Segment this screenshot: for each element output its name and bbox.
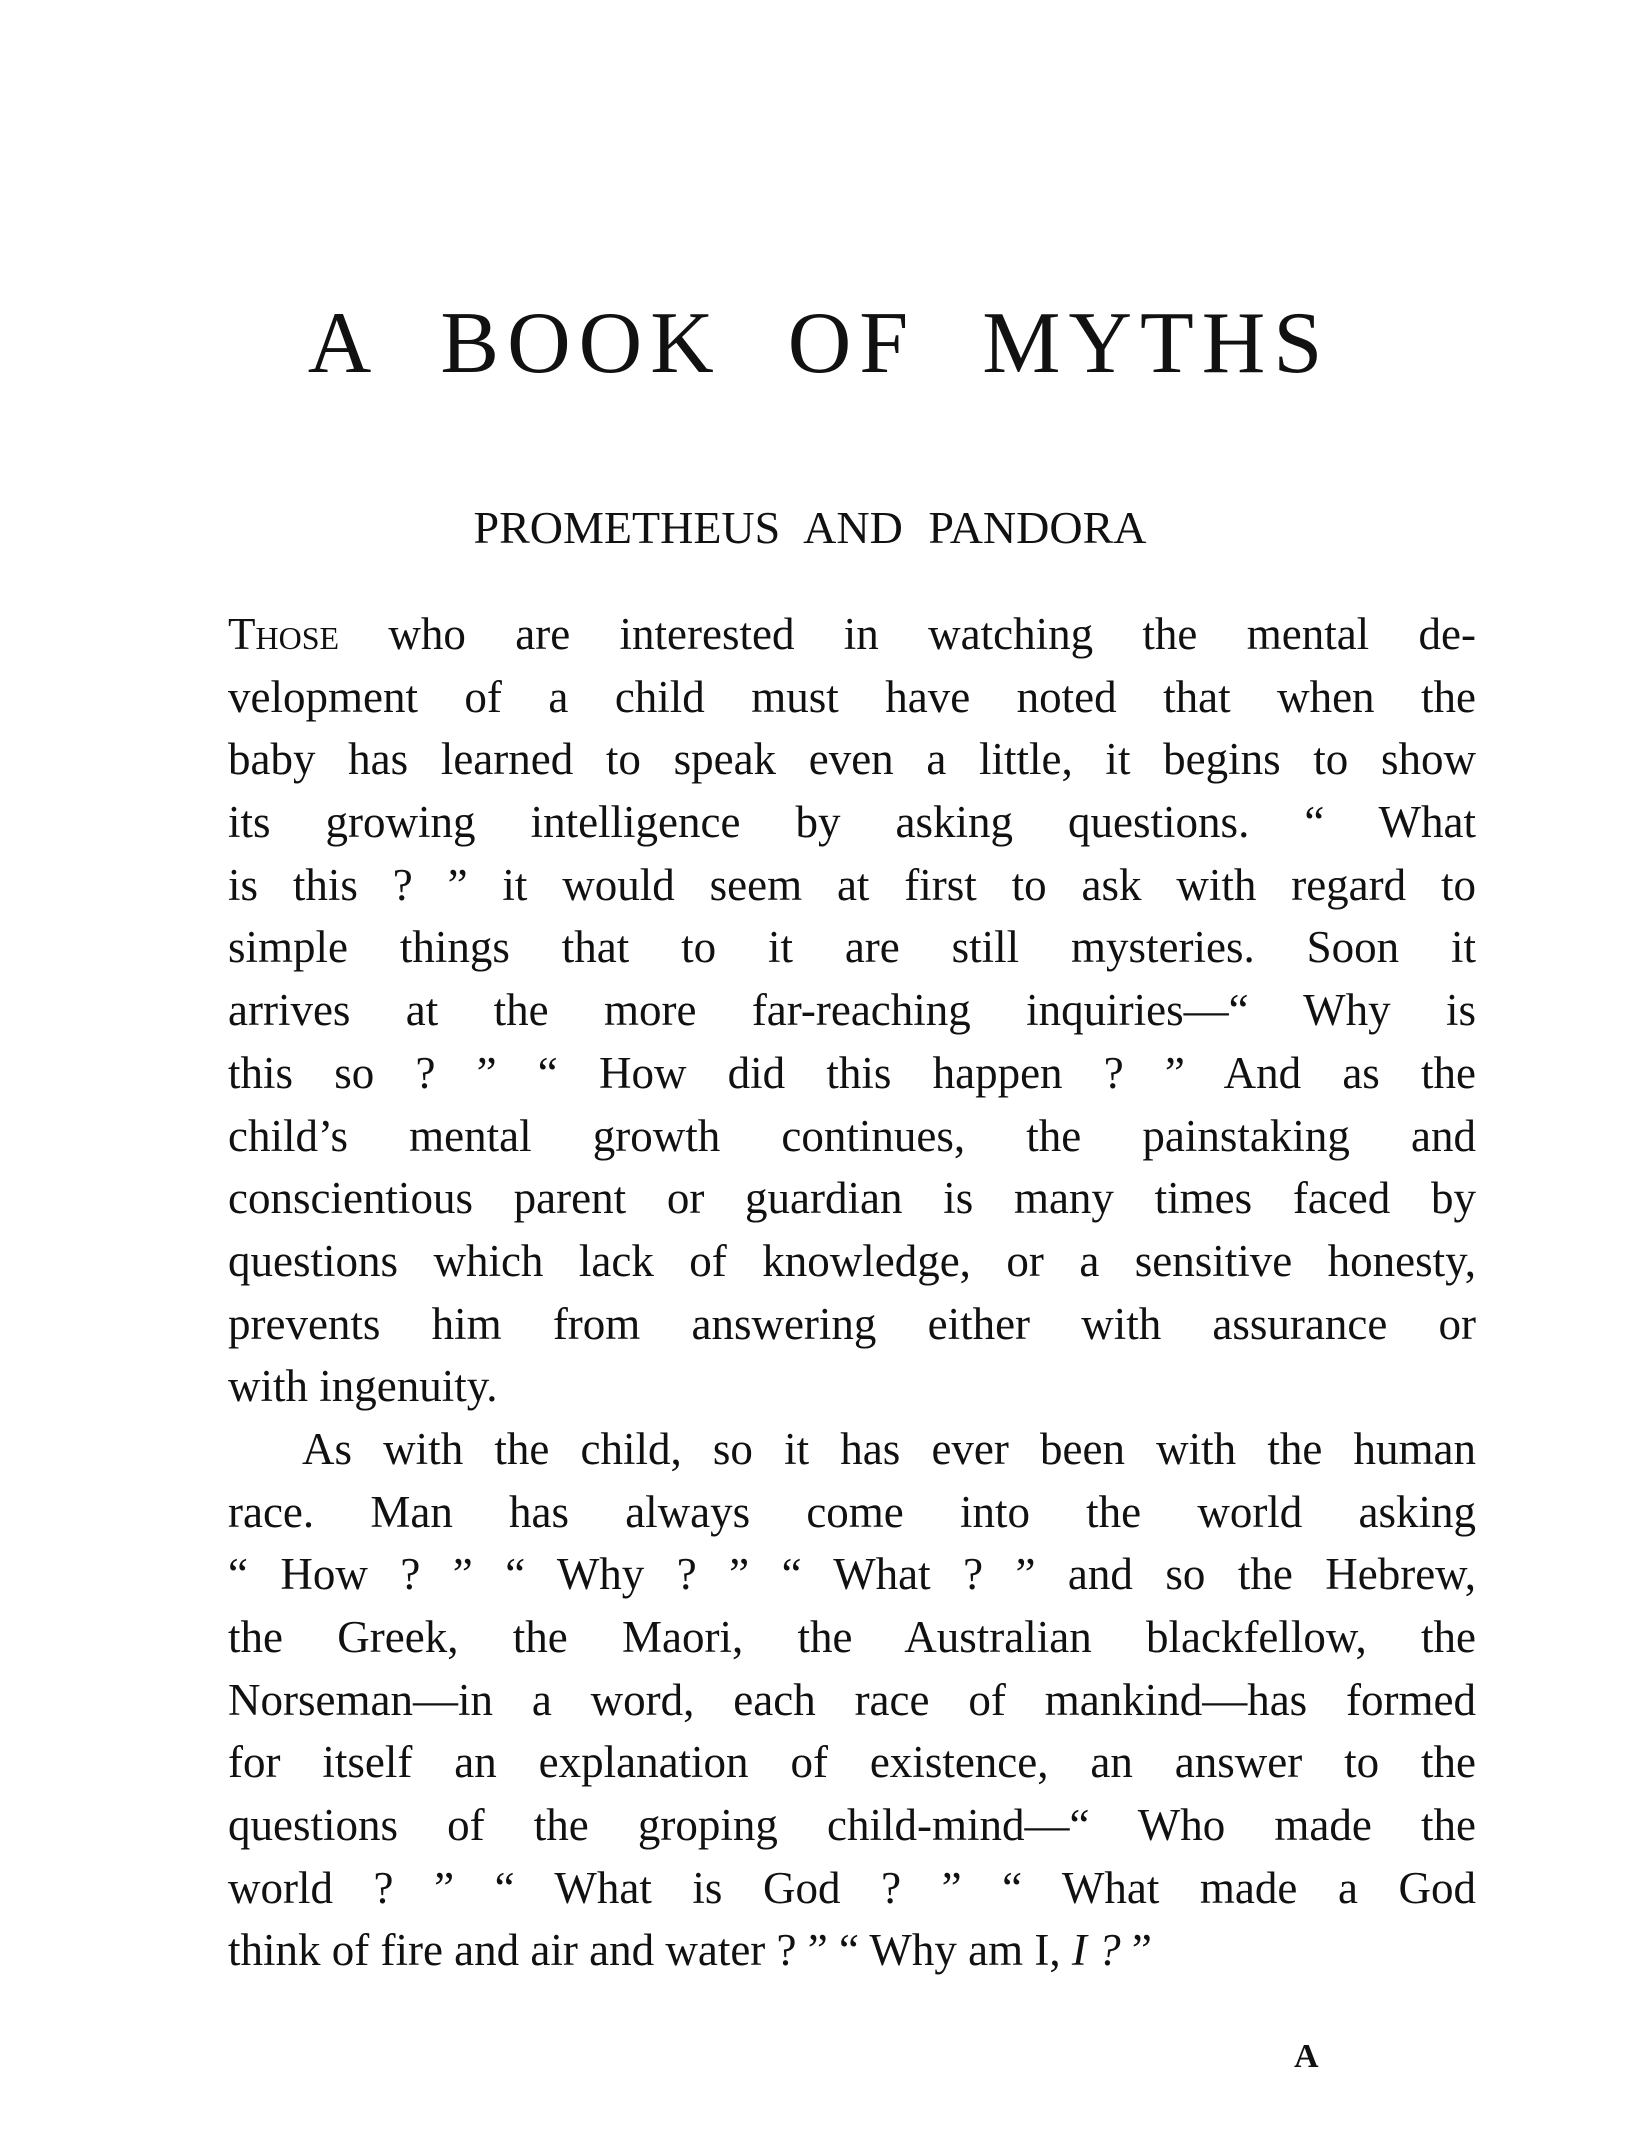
body-text: [228, 603, 1476, 1982]
paragraph-1-last-line: with ingenuity.: [228, 1361, 498, 1412]
line-text: think of fire and air and water ? ” “ Why am I,: [228, 1925, 1072, 1976]
paragraph-1-line: arrives at the more far-reaching inquiries—“ Why is: [228, 985, 1476, 1036]
italic-emphasis: I ?: [1071, 1925, 1121, 1976]
paragraph-1-line: this so ? ” “ How did this happen ? ” And as the: [228, 1047, 1476, 1098]
paragraph-2-line: the Greek, the Maori, the Australian blackfellow, the: [228, 1612, 1476, 1662]
chapter-title: PROMETHEUS AND PANDORA: [473, 502, 1147, 553]
paragraph-1-line: prevents him from answering either with assurance or: [228, 1298, 1476, 1349]
paragraph-2-last-line: [228, 1919, 1476, 1982]
paragraph-1-line: simple things that to it are still mysteries. Soon it: [228, 922, 1476, 973]
paragraph-2-line: As with the child, so it has ever been with the human: [302, 1423, 1476, 1474]
paragraph-1-line: conscientious parent or guardian is many times faced by: [228, 1173, 1476, 1224]
paragraph-2-line: “ How ? ” “ Why ? ” “ What ? ” and so the Hebrew,: [228, 1549, 1476, 1600]
paragraph-2-line: questions of the groping child-mind—“ Who made the: [228, 1800, 1476, 1851]
paragraph-1-line: is this ? ” it would seem at first to ask with regard to: [228, 859, 1476, 910]
drop-word: Those: [228, 609, 340, 659]
paragraph-2-line: for itself an explanation of existence, an answer to the: [228, 1737, 1476, 1788]
paragraph-2-line: world ? ” “ What is God ? ” “ What made a God: [228, 1862, 1476, 1913]
signature-mark: A: [1294, 2038, 1319, 2075]
paragraph-1-line-1: [228, 603, 1476, 666]
paragraph-1-line: baby has learned to speak even a little, it begins to show: [228, 734, 1476, 785]
line-text: ”: [1120, 1925, 1152, 1976]
paragraph-1-line: velopment of a child must have noted that when the: [228, 671, 1476, 722]
line-text: who are interested in watching the mental de-: [339, 609, 1476, 659]
paragraph-1-line: questions which lack of knowledge, or a sensitive honesty,: [228, 1235, 1476, 1286]
paragraph-2-line: Norseman—in a word, each race of mankind—has formed: [228, 1674, 1476, 1725]
paragraph-1-line: child’s mental growth continues, the painstaking and: [228, 1110, 1476, 1161]
paragraph-2-line: race. Man has always come into the world asking: [228, 1486, 1476, 1537]
paragraph-1-line: its growing intelligence by asking questions. “ What: [228, 797, 1476, 848]
book-title: A BOOK OF MYTHS: [307, 295, 1331, 392]
